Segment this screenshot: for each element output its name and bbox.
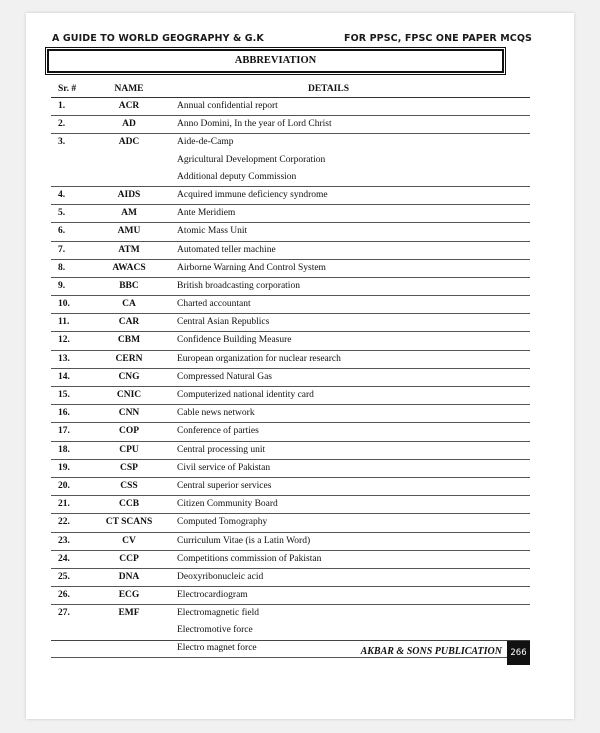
detail-line: Annual confidential report [177,101,278,111]
row-serial: 22. [58,517,70,528]
row-abbreviation: AIDS [117,189,141,200]
section-title: ABBREVIATION [47,49,504,73]
table-row [51,569,530,587]
table-row [51,332,530,350]
row-abbreviation: ADC [118,137,140,148]
row-details [167,351,530,368]
row-abbreviation: ATM [118,244,140,255]
row-details [167,223,530,240]
row-serial: 13. [58,353,70,364]
detail-line: Charted accountant [177,299,251,310]
row-serial: 5. [58,208,66,219]
detail-line: Confidence Building Measure [177,335,292,346]
detail-line: Electromotive force [177,625,253,636]
row-serial: 27. [58,608,70,619]
detail-line: Electro magnet force [177,642,257,653]
row-details [167,296,530,313]
row-serial: 3. [58,137,66,148]
row-abbreviation: BBC [119,280,139,291]
table-row [51,260,530,278]
table-row [51,351,530,369]
row-details [167,569,530,586]
column-header-name: NAME [114,84,144,94]
table-row [51,134,530,187]
row-abbreviation: CCP [119,553,139,564]
row-abbreviation: CERN [115,353,143,364]
row-serial: 23. [58,535,70,546]
row-serial: 24. [58,553,70,564]
detail-line: Agricultural Development Corporation [177,154,326,165]
column-header-details: DETAILS [307,84,349,94]
row-details [167,423,530,440]
column-header-sr: Sr. # [58,84,77,94]
detail-line: European organization for nuclear research [177,353,341,364]
row-details [167,205,530,222]
row-details [167,260,530,277]
table-row [51,514,530,532]
row-abbreviation: CSS [120,480,138,491]
row-abbreviation: ECG [118,590,140,601]
table-row [51,387,530,405]
row-details [167,460,530,477]
table-row [51,551,530,569]
detail-line: Compressed Natural Gas [177,371,272,382]
row-abbreviation: CA [122,299,136,310]
detail-line: Curriculum Vitae (is a Latin Word) [177,535,311,546]
row-abbreviation: CPU [119,444,139,455]
row-serial: 18. [58,444,70,455]
detail-line: Additional deputy Commission [177,171,297,182]
detail-line: Aide-de-Camp [177,137,234,148]
row-abbreviation: AWACS [112,262,146,273]
row-serial: 20. [58,480,70,491]
table-row [51,242,530,260]
row-abbreviation: CNG [118,371,140,382]
row-serial: 15. [58,390,70,400]
table-row [51,314,530,332]
row-abbreviation: DNA [118,571,140,582]
row-serial: 16. [58,408,70,419]
detail-line: Deoxyribonucleic acid [177,571,264,582]
table-header [51,82,530,98]
detail-line: Computerized national identity card [177,390,314,400]
abbreviation-table [51,82,530,658]
row-serial: 7. [58,244,66,255]
detail-line: Acquired immune deficiency syndrome [177,189,328,200]
row-serial: 17. [58,426,70,437]
row-serial: 19. [58,462,70,473]
detail-line: Anno Domini, In the year of Lord Christ [177,119,332,130]
detail-line: British broadcasting corporation [177,280,300,291]
row-details [167,551,530,568]
table-row [51,478,530,496]
detail-line: Airborne Warning And Control System [177,262,326,273]
row-details [167,514,530,531]
row-serial: 14. [58,371,70,382]
table-row [51,460,530,478]
row-details [167,405,530,422]
row-abbreviation: AD [122,119,136,130]
row-abbreviation: CV [122,535,136,546]
table-row [51,533,530,551]
row-abbreviation: EMF [118,608,140,619]
detail-line: Central superior services [177,480,272,491]
detail-line: Civil service of Pakistan [177,462,271,473]
row-serial: 25. [58,571,70,582]
row-serial: 1. [58,101,66,111]
row-serial: 12. [58,335,70,346]
row-details [167,98,530,115]
table-row [51,278,530,296]
table-row [51,205,530,223]
table-row [51,116,530,134]
table-row [51,423,530,441]
row-abbreviation: AM [121,208,137,219]
detail-line: Cable news network [177,408,255,419]
row-serial: 26. [58,590,70,601]
table-body [51,98,530,658]
detail-line: Conference of parties [177,426,259,437]
row-abbreviation: CNN [118,408,140,419]
row-serial: 2. [58,119,66,130]
running-header [52,33,532,49]
row-details [167,496,530,513]
row-abbreviation: ACR [118,101,140,111]
row-abbreviation: CBM [117,335,141,346]
row-details [167,478,530,495]
row-abbreviation: CCB [118,499,140,510]
row-serial: 6. [58,226,66,237]
row-abbreviation: CSP [120,462,138,473]
table-row [51,369,530,387]
table-row [51,223,530,241]
row-serial: 21. [58,499,70,510]
detail-line: Automated teller machine [177,244,276,255]
detail-line: Central processing unit [177,444,266,455]
row-details [167,587,530,604]
detail-line: Electromagnetic field [177,608,260,619]
row-abbreviation: CNIC [116,390,142,400]
row-details [167,278,530,295]
row-abbreviation: CAR [118,317,140,328]
table-row [51,405,530,423]
row-details [167,332,530,349]
page-number: 266 [507,641,530,665]
table-row [51,187,530,205]
header-exam-label: FOR PPSC, FPSC ONE PAPER MCQS [343,33,532,44]
detail-line: Central Asian Republics [177,317,270,328]
table-row [51,296,530,314]
detail-line: Atomic Mass Unit [177,226,248,237]
row-details [167,134,530,186]
row-serial: 4. [58,189,66,200]
row-abbreviation: AMU [117,226,141,237]
row-details [167,387,530,404]
row-details [167,242,530,259]
row-abbreviation: CT SCANS [105,517,153,528]
detail-line: Electrocardiogram [177,590,248,601]
detail-line: Computed Tomography [177,517,268,528]
header-book-title: A GUIDE TO WORLD GEOGRAPHY & G.K [52,33,264,44]
detail-line: Competitions commission of Pakistan [177,553,322,564]
row-serial: 10. [58,299,70,310]
row-serial: 11. [58,317,70,328]
publisher-name: AKBAR & SONS PUBLICATION [360,646,502,657]
row-details [167,442,530,459]
row-serial: 9. [58,280,66,291]
row-details [167,314,530,331]
row-details [167,187,530,204]
row-details [167,116,530,133]
detail-line: Ante Meridiem [177,208,236,219]
row-abbreviation: COP [118,426,140,437]
table-row [51,98,530,116]
detail-line: Citizen Community Board [177,499,278,510]
table-row [51,587,530,605]
row-details [167,369,530,386]
row-details [167,533,530,550]
table-row [51,496,530,514]
table-row [51,442,530,460]
row-serial: 8. [58,262,66,273]
